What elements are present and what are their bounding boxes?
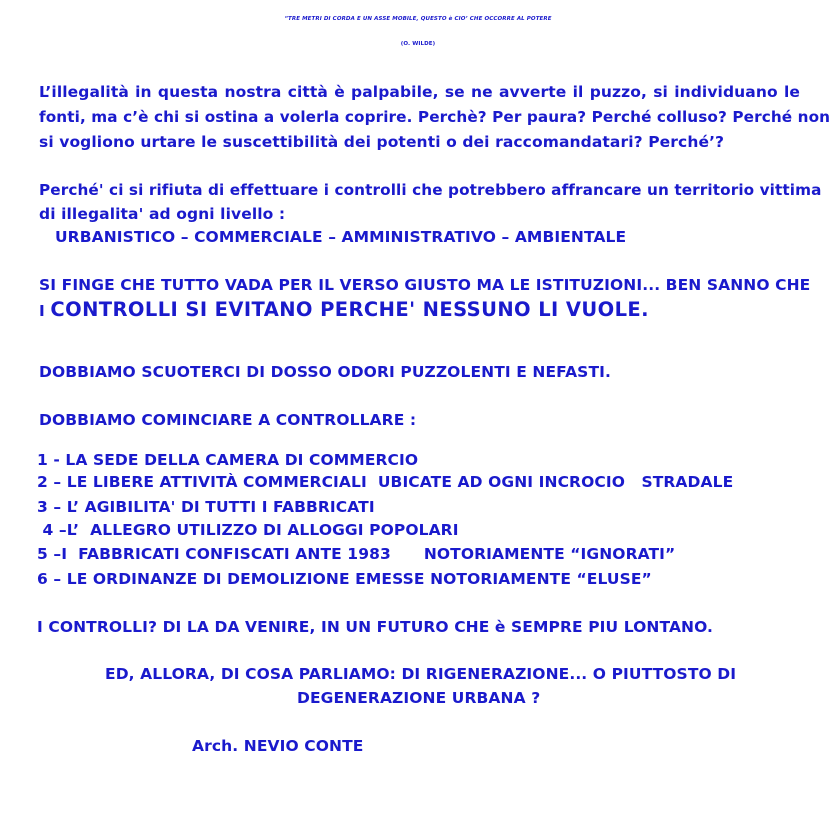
paragraph-2-line-1: Perché' ci si rifiuta di effettuare i controlli che potrebbero affrancare un territorio vittima bbox=[39, 181, 822, 199]
quote-author: (O. WILDE) bbox=[400, 41, 436, 47]
paragraph-3-line-1: SI FINGE CHE TUTTO VADA PER IL VERSO GIUSTO MA LE ISTITUZIONI... BEN SANNO CHE bbox=[39, 276, 811, 294]
paragraph-4: DOBBIAMO SCUOTERCI DI DOSSO ODORI PUZZOLENTI E NEFASTI. bbox=[39, 363, 611, 381]
list-item: 4 –L’ ALLEGRO UTILIZZO DI ALLOGGI POPOLARI bbox=[37, 521, 459, 539]
list-item: 2 – LE LIBERE ATTIVITÀ COMMERCIALI UBICATE AD OGNI INCROCIO STRADALE bbox=[37, 473, 734, 491]
list-item: 1 - LA SEDE DELLA CAMERA DI COMMERCIO bbox=[37, 451, 419, 469]
paragraph-2-categories: URBANISTICO – COMMERCIALE – AMMINISTRATIVO – AMBIENTALE bbox=[55, 228, 627, 246]
closing-line-2: DEGENERAZIONE URBANA ? bbox=[297, 689, 541, 707]
list-item: 6 – LE ORDINANZE DI DEMOLIZIONE EMESSE NOTORIAMENTE “ELUSE” bbox=[37, 570, 652, 588]
paragraph-1-line-2: fonti, ma c’è chi si ostina a volerla coprire. Perchè? Per paura? Perché colluso? Perché non bbox=[39, 108, 831, 126]
list-item: 5 –I FABBRICATI CONFISCATI ANTE 1983 NOTORIAMENTE “IGNORATI” bbox=[37, 545, 676, 563]
paragraph-1-line-3: si vogliono urtare le suscettibilità dei potenti o dei raccomandatari? Perché’? bbox=[39, 133, 725, 151]
paragraph-5: DOBBIAMO COMINCIARE A CONTROLLARE : bbox=[39, 411, 417, 429]
closing-line-1: ED, ALLORA, DI COSA PARLIAMO: DI RIGENERAZIONE... O PIUTTOSTO DI bbox=[105, 665, 737, 683]
paragraph-6: I CONTROLLI? DI LA DA VENIRE, IN UN FUTURO CHE è SEMPRE PIU LONTANO. bbox=[37, 618, 714, 636]
paragraph-3-emphasis: CONTROLLI SI EVITANO PERCHE' NESSUNO LI VUOLE. bbox=[50, 298, 649, 321]
paragraph-1-line-1: L’illegalità in questa nostra città è palpabile, se ne avverte il puzzo, si individuano le bbox=[39, 83, 800, 101]
quote-text: “TRE METRI DI CORDA E UN ASSE MOBILE, QUESTO è CIO’ CHE OCCORRE AL POTERE bbox=[284, 16, 552, 22]
paragraph-3-prefix: I bbox=[39, 302, 45, 320]
signature: Arch. NEVIO CONTE bbox=[192, 737, 364, 755]
list-item: 3 – L’ AGIBILITA' DI TUTTI I FABBRICATI bbox=[37, 498, 375, 516]
paragraph-3-line-2 bbox=[39, 300, 649, 321]
paragraph-2-line-2: di illegalita' ad ogni livello : bbox=[39, 205, 286, 223]
